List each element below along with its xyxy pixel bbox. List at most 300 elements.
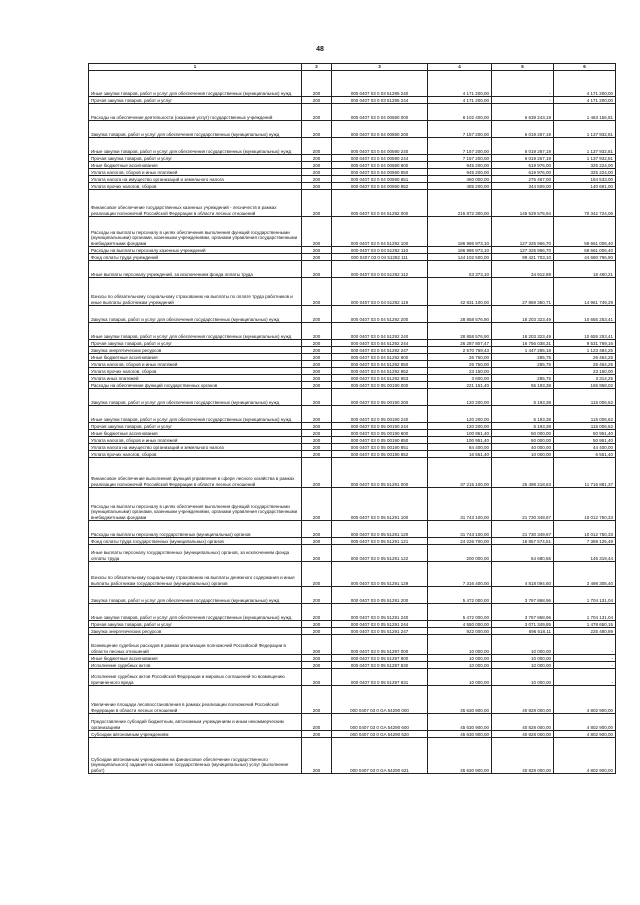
table-row xyxy=(89,121,616,138)
row-name-cell: Прочая закупка товаров, работ и услуг xyxy=(89,340,302,347)
row-name-cell: Иные выплаты персоналу государственных (муниципальных) органов, за исключением фонда оплаты труда xyxy=(89,545,302,562)
row-approved-amount-cell: 28 858 576,90 xyxy=(428,323,492,340)
row-line-code-cell: 200 xyxy=(302,323,332,340)
row-unexecuted-amount-cell: 50 951,40 xyxy=(554,430,616,437)
row-line-code-cell: 200 xyxy=(302,361,332,368)
table-row xyxy=(89,375,616,382)
row-executed-amount-cell: 40 000,00 xyxy=(492,444,554,451)
row-approved-amount-cell: 31 743 100,00 xyxy=(428,488,492,521)
row-line-code-cell: 200 xyxy=(302,340,332,347)
table-row xyxy=(89,545,616,562)
row-name-cell: Увеличение площади лесовосстановления в рамках реализации полномочий Российской Федерации в области лесных отношений xyxy=(89,686,302,714)
table-row xyxy=(89,538,616,545)
row-classification-code-cell: 000 0407 03 0 05 00190 852 xyxy=(332,451,428,458)
row-line-code-cell: 200 xyxy=(302,261,332,278)
row-classification-code-cell: 000 0407 03 0 05 00190 850 xyxy=(332,437,428,444)
row-classification-code-cell: 000 0407 03 0 04 51292 200 xyxy=(332,306,428,323)
row-name-cell: Уплата иных платежей xyxy=(89,375,302,382)
row-unexecuted-amount-cell: 115 006,62 xyxy=(554,423,616,430)
table-row xyxy=(89,247,616,254)
row-approved-amount-cell: 31 743 100,00 xyxy=(428,521,492,538)
row-name-cell: Иные закупки товаров, работ и услуг для обеспечения государственных (муниципальных) нужд xyxy=(89,138,302,155)
row-line-code-cell: 200 xyxy=(302,138,332,155)
row-approved-amount-cell: 37 215 100,00 xyxy=(428,458,492,488)
row-approved-amount-cell: 45 630 900,00 xyxy=(428,738,492,774)
row-classification-code-cell: 000 0407 03 0 05 51297 800 xyxy=(332,655,428,662)
row-name-cell: Расходы на обеспечение деятельности (оказание услуг) государственных учреждений xyxy=(89,104,302,121)
row-classification-code-cell: 000 0407 03 0 05 51291 000 xyxy=(332,458,428,488)
row-name-cell: Расходы на выплаты персоналу государственных (муниципальных) органов xyxy=(89,521,302,538)
row-approved-amount-cell: 26 750,00 xyxy=(428,361,492,368)
row-line-code-cell: 200 xyxy=(302,458,332,488)
row-executed-amount-cell: 18 203 323,49 xyxy=(492,306,554,323)
row-approved-amount-cell: 10 000,00 xyxy=(428,655,492,662)
row-name-cell: Иные закупки товаров, работ и услуг для обеспечения государственных (муниципальных) нужд xyxy=(89,406,302,423)
table-row xyxy=(89,731,616,738)
row-unexecuted-amount-cell: 225 480,89 xyxy=(554,628,616,635)
row-approved-amount-cell: 4 550 000,00 xyxy=(428,621,492,628)
row-approved-amount-cell: 922 000,00 xyxy=(428,628,492,635)
row-line-code-cell: 200 xyxy=(302,444,332,451)
row-approved-amount-cell: 53 373,10 xyxy=(428,261,492,278)
row-line-code-cell: 200 xyxy=(302,406,332,423)
row-classification-code-cell: 000 0407 03 0 04 51292 119 xyxy=(332,278,428,306)
row-executed-amount-cell: 99 421 703,10 xyxy=(492,254,554,261)
table-row xyxy=(89,323,616,340)
row-name-cell: Уплата налога на имущество организаций и земельного налога xyxy=(89,444,302,451)
row-name-cell: Закупка товаров, работ и услуг для обеспечения государственных (муниципальных) нужд xyxy=(89,587,302,604)
row-line-code-cell: 200 xyxy=(302,155,332,162)
row-name-cell: Взносы по обязательному социальному страхованию на выплаты по оплате труда работников и иные выплаты работникам учреждений xyxy=(89,278,302,306)
row-line-code-cell: 200 xyxy=(302,731,332,738)
row-executed-amount-cell: 6 019 267,19 xyxy=(492,138,554,155)
row-line-code-cell: 200 xyxy=(302,714,332,731)
row-classification-code-cell: 000 0407 03 0 04 51292 850 xyxy=(332,361,428,368)
table-row xyxy=(89,368,616,375)
row-classification-code-cell: 000 0407 03 0 04 51292 244 xyxy=(332,340,428,347)
row-classification-code-cell: 000 0407 03 0 04 51292 800 xyxy=(332,354,428,361)
row-approved-amount-cell: 945 200,00 xyxy=(428,162,492,169)
row-line-code-cell: 200 xyxy=(302,121,332,138)
row-name-cell: Закупка энергетических ресурсов xyxy=(89,628,302,635)
row-approved-amount-cell: 215 872 300,00 xyxy=(428,190,492,217)
row-name-cell: Расходы на выплаты персоналу в целях обеспечения выполнения функций государственными (муниципальными) органами, казенными учреждениями, органами управления государственными внебюджетными фондами xyxy=(89,217,302,247)
row-unexecuted-amount-cell: 44 680 796,90 xyxy=(554,254,616,261)
row-classification-code-cell: 000 0407 03 0 04 00590 850 xyxy=(332,169,428,176)
row-unexecuted-amount-cell: 10 012 750,33 xyxy=(554,521,616,538)
table-row xyxy=(89,261,616,278)
row-approved-amount-cell: 5 472 000,00 xyxy=(428,604,492,621)
row-executed-amount-cell: 1 447 285,18 xyxy=(492,347,554,354)
table-row xyxy=(89,451,616,458)
row-classification-code-cell: 000 0407 03 0 05 51291 122 xyxy=(332,545,428,562)
table-row xyxy=(89,217,616,247)
row-line-code-cell: 200 xyxy=(302,375,332,382)
row-approved-amount-cell: 10 000,00 xyxy=(428,669,492,686)
row-executed-amount-cell: 619 976,00 xyxy=(492,169,554,176)
row-executed-amount-cell: 21 730 349,67 xyxy=(492,488,554,521)
row-classification-code-cell: 000 0407 03 0 04 51292 000 xyxy=(332,190,428,217)
row-executed-amount-cell: 6 019 267,19 xyxy=(492,155,554,162)
column-header: 3 xyxy=(332,64,428,71)
row-approved-amount-cell: 120 200,00 xyxy=(428,406,492,423)
row-classification-code-cell: 000 0407 03 0 04 00590 200 xyxy=(332,121,428,138)
row-approved-amount-cell: 4 171 200,00 xyxy=(428,97,492,104)
row-line-code-cell: 200 xyxy=(302,278,332,306)
table-row xyxy=(89,254,616,261)
row-classification-code-cell: 000 0407 03 0 05 00190 851 xyxy=(332,444,428,451)
row-unexecuted-amount-cell: 1 123 484,25 xyxy=(554,347,616,354)
row-line-code-cell: 200 xyxy=(302,176,332,183)
row-line-code-cell: 200 xyxy=(302,635,332,655)
row-classification-code-cell: 000 0407 03 0 04 51292 853 xyxy=(332,375,428,382)
table-row xyxy=(89,169,616,176)
row-classification-code-cell: 000 0407 03 0 05 51291 244 xyxy=(332,621,428,628)
row-unexecuted-amount-cell: 44 400,00 xyxy=(554,444,616,451)
table-row xyxy=(89,521,616,538)
table-row xyxy=(89,587,616,604)
row-classification-code-cell: 000 0407 03 0 04 51292 852 xyxy=(332,368,428,375)
row-line-code-cell: 200 xyxy=(302,71,332,97)
row-classification-code-cell: 000 0407 03 0 05 00190 000 xyxy=(332,382,428,389)
row-classification-code-cell: 000 0407 03 0 03 51295 240 xyxy=(332,71,428,97)
row-line-code-cell: 200 xyxy=(302,437,332,444)
row-name-cell: Закупка товаров, работ и услуг для обеспечения государственных (муниципальных) нужд xyxy=(89,389,302,406)
row-unexecuted-amount-cell: 1 137 932,81 xyxy=(554,155,616,162)
row-classification-code-cell: 000 0407 03 0 05 00190 240 xyxy=(332,406,428,423)
row-classification-code-cell: 000 0407 03 0 05 51291 121 xyxy=(332,538,428,545)
row-executed-amount-cell: 3 767 868,96 xyxy=(492,604,554,621)
table-row xyxy=(89,437,616,444)
table-row xyxy=(89,604,616,621)
row-line-code-cell: 200 xyxy=(302,562,332,587)
row-classification-code-cell: 000 0407 03 0 04 00590 000 xyxy=(332,104,428,121)
row-line-code-cell: 200 xyxy=(302,604,332,621)
row-name-cell: Фонд оплаты труда учреждений xyxy=(89,254,302,261)
row-approved-amount-cell: 10 000,00 xyxy=(428,662,492,669)
row-unexecuted-amount-cell: 4 802 900,00 xyxy=(554,731,616,738)
row-approved-amount-cell: 23 150,00 xyxy=(428,368,492,375)
row-executed-amount-cell: 16 756 038,31 xyxy=(492,340,554,347)
row-executed-amount-cell: 55 193,38 xyxy=(492,382,554,389)
budget-execution-table xyxy=(88,63,616,774)
row-executed-amount-cell: 40 828 000,00 xyxy=(492,738,554,774)
table-row xyxy=(89,406,616,423)
row-executed-amount-cell: 21 730 349,67 xyxy=(492,521,554,538)
table-row xyxy=(89,104,616,121)
row-unexecuted-amount-cell: 59 661 006,40 xyxy=(554,217,616,247)
row-name-cell: Финансовое обеспечение государственных казенных учреждений - лесничеств в рамках реализации полномочий Российской Федерации в области лесных отношений xyxy=(89,190,302,217)
row-unexecuted-amount-cell: 26 464,25 xyxy=(554,354,616,361)
row-classification-code-cell: 000 0407 03 0 GA 54290 621 xyxy=(332,738,428,774)
row-executed-amount-cell: 50 000,00 xyxy=(492,437,554,444)
row-line-code-cell: 200 xyxy=(302,389,332,406)
row-executed-amount-cell: 145 529 575,94 xyxy=(492,190,554,217)
row-approved-amount-cell: 45 630 900,00 xyxy=(428,731,492,738)
row-approved-amount-cell: 26 750,00 xyxy=(428,354,492,361)
row-unexecuted-amount-cell: 4 802 900,00 xyxy=(554,714,616,731)
row-name-cell: Иные бюджетные ассигнования xyxy=(89,655,302,662)
row-classification-code-cell: 000 0407 03 0 05 51291 100 xyxy=(332,488,428,521)
table-row xyxy=(89,278,616,306)
row-name-cell: Закупка товаров, работ и услуг для обеспечения государственных (муниципальных) нужд xyxy=(89,306,302,323)
row-unexecuted-amount-cell: 145 319,44 xyxy=(554,545,616,562)
row-name-cell: Расходы на выплаты персоналу в целях обеспечения выполнения функций государственными (муниципальными) органами, казенными учреждениями, органами управления государственными внебюджетными фондами xyxy=(89,488,302,521)
row-classification-code-cell: 000 0407 03 0 05 00190 200 xyxy=(332,389,428,406)
row-unexecuted-amount-cell: 59 661 006,40 xyxy=(554,247,616,254)
column-header: 5 xyxy=(492,64,554,71)
row-approved-amount-cell: 186 986 973,10 xyxy=(428,247,492,254)
row-line-code-cell: 200 xyxy=(302,686,332,714)
row-unexecuted-amount-cell: 4 802 900,00 xyxy=(554,738,616,774)
row-line-code-cell: 200 xyxy=(302,247,332,254)
table-row xyxy=(89,621,616,628)
row-line-code-cell: 200 xyxy=(302,382,332,389)
row-line-code-cell: 200 xyxy=(302,628,332,635)
row-name-cell: Иные бюджетные ассигнования xyxy=(89,354,302,361)
row-name-cell: Субсидии автономным учреждениям на финансовое обеспечение государственного (муниципального) задания на оказание государственных (муниципальных) услуг (выполнение работ) xyxy=(89,738,302,774)
row-executed-amount-cell: 40 828 000,00 xyxy=(492,686,554,714)
row-approved-amount-cell: 2 570 769,43 xyxy=(428,347,492,354)
row-line-code-cell: 200 xyxy=(302,488,332,521)
row-line-code-cell: 200 xyxy=(302,738,332,774)
table-row xyxy=(89,162,616,169)
table-row xyxy=(89,669,616,686)
row-classification-code-cell: 000 0407 03 0 04 51292 112 xyxy=(332,261,428,278)
row-unexecuted-amount-cell: 7 369 125,49 xyxy=(554,538,616,545)
table-row xyxy=(89,389,616,406)
row-name-cell: Иные выплаты персоналу учреждений, за исключением фонда оплаты труда xyxy=(89,261,302,278)
row-line-code-cell: 200 xyxy=(302,662,332,669)
row-unexecuted-amount-cell: 184 533,00 xyxy=(554,176,616,183)
row-name-cell: Прочая закупка товаров, работ и услуг xyxy=(89,155,302,162)
row-executed-amount-cell: 4 818 094,60 xyxy=(492,562,554,587)
row-executed-amount-cell: 50 000,00 xyxy=(492,430,554,437)
row-line-code-cell: 200 xyxy=(302,621,332,628)
row-executed-amount-cell: 5 193,38 xyxy=(492,389,554,406)
table-row xyxy=(89,155,616,162)
row-executed-amount-cell: 5 193,38 xyxy=(492,423,554,430)
row-classification-code-cell: 000 0407 03 0 05 51291 247 xyxy=(332,628,428,635)
row-classification-code-cell: 000 0407 03 0 GA 54290 600 xyxy=(332,714,428,731)
row-line-code-cell: 200 xyxy=(302,347,332,354)
row-name-cell: Иные закупки товаров, работ и услуг для обеспечения государственных (муниципальных) нужд xyxy=(89,323,302,340)
row-executed-amount-cell: 5 193,38 xyxy=(492,406,554,423)
row-approved-amount-cell: 10 000,00 xyxy=(428,635,492,655)
row-approved-amount-cell: 7 157 200,00 xyxy=(428,155,492,162)
table-row xyxy=(89,628,616,635)
row-name-cell: Иные бюджетные ассигнования xyxy=(89,430,302,437)
row-approved-amount-cell: 4 171 200,00 xyxy=(428,71,492,97)
row-classification-code-cell: 000 0407 03 0 04 00590 851 xyxy=(332,176,428,183)
row-classification-code-cell: 000 0407 03 0 05 51291 129 xyxy=(332,562,428,587)
row-line-code-cell: 200 xyxy=(302,430,332,437)
row-classification-code-cell: 000 0407 03 0 GA 54290 620 xyxy=(332,731,428,738)
row-unexecuted-amount-cell: 1 137 932,81 xyxy=(554,138,616,155)
table-row xyxy=(89,635,616,655)
row-unexecuted-amount-cell: 325 224,00 xyxy=(554,162,616,169)
row-unexecuted-amount-cell: 4 171 200,00 xyxy=(554,97,616,104)
row-executed-amount-cell: 285,75 xyxy=(492,354,554,361)
row-unexecuted-amount-cell: - xyxy=(554,662,616,669)
row-name-cell: Финансовое обеспечение выполнения функций управления в сфере лесного хозяйства в рамках реализации полномочий Российской Федерации в области лесных отношений xyxy=(89,458,302,488)
row-name-cell: Уплата налогов, сборов и иных платежей xyxy=(89,169,302,176)
column-header: 1 xyxy=(89,64,302,71)
row-approved-amount-cell: 7 157 200,00 xyxy=(428,121,492,138)
row-name-cell: Иные закупки товаров, работ и услуг для обеспечения государственных (муниципальных) нужд xyxy=(89,604,302,621)
row-executed-amount-cell: 54 680,56 xyxy=(492,545,554,562)
row-unexecuted-amount-cell: 325 224,00 xyxy=(554,169,616,176)
table-header-row xyxy=(89,64,616,71)
table-row xyxy=(89,458,616,488)
row-unexecuted-amount-cell: 3 314,25 xyxy=(554,375,616,382)
row-classification-code-cell: 000 0407 03 0 04 00590 800 xyxy=(332,162,428,169)
row-name-cell: Субсидии автономным учреждениям xyxy=(89,731,302,738)
row-executed-amount-cell: 25 498 218,63 xyxy=(492,458,554,488)
row-line-code-cell: 200 xyxy=(302,368,332,375)
row-name-cell: Прочая закупка товаров, работ и услуг xyxy=(89,97,302,104)
row-classification-code-cell: 000 0407 03 0 05 51297 830 xyxy=(332,662,428,669)
table-row xyxy=(89,444,616,451)
table-row xyxy=(89,347,616,354)
row-name-cell: Закупка энергетических ресурсов xyxy=(89,347,302,354)
row-line-code-cell: 200 xyxy=(302,655,332,662)
row-line-code-cell: 200 xyxy=(302,587,332,604)
row-line-code-cell: 200 xyxy=(302,354,332,361)
row-approved-amount-cell: 26 287 807,47 xyxy=(428,340,492,347)
row-unexecuted-amount-cell: 11 716 881,37 xyxy=(554,458,616,488)
table-row xyxy=(89,71,616,97)
row-approved-amount-cell: 24 226 700,00 xyxy=(428,538,492,545)
row-classification-code-cell: 000 0407 03 0 04 51292 100 xyxy=(332,217,428,247)
row-unexecuted-amount-cell: 18 460,21 xyxy=(554,261,616,278)
row-line-code-cell: 200 xyxy=(302,169,332,176)
row-unexecuted-amount-cell: 50 951,40 xyxy=(554,437,616,444)
row-unexecuted-amount-cell: 9 531 769,16 xyxy=(554,340,616,347)
row-name-cell: Исполнение судебных актов Российской Федерации и мировых соглашений по возмещению причиненного вреда xyxy=(89,669,302,686)
row-classification-code-cell: 000 0407 03 0 04 51292 247 xyxy=(332,347,428,354)
row-name-cell: Фонд оплаты труда государственных (муниципальных) органов xyxy=(89,538,302,545)
row-name-cell: Взносы по обязательному социальному страхованию на выплаты денежного содержания и иные выплаты работникам государственных (муниципальных) органов xyxy=(89,562,302,587)
row-classification-code-cell: 000 0407 03 0 04 00590 240 xyxy=(332,138,428,155)
row-approved-amount-cell: 485 200,00 xyxy=(428,183,492,190)
row-executed-amount-cell: 6 639 243,19 xyxy=(492,104,554,121)
row-classification-code-cell: 000 0407 03 0 04 51292 240 xyxy=(332,323,428,340)
row-unexecuted-amount-cell: 1 478 650,15 xyxy=(554,621,616,628)
row-executed-amount-cell: - xyxy=(492,368,554,375)
table-row xyxy=(89,306,616,323)
row-unexecuted-amount-cell: 14 961 749,29 xyxy=(554,278,616,306)
table-body xyxy=(89,71,616,774)
row-classification-code-cell: 000 0407 03 0 05 51297 831 xyxy=(332,669,428,686)
row-name-cell: Закупка товаров, работ и услуг для обеспечения государственных (муниципальных) нужд xyxy=(89,121,302,138)
row-classification-code-cell: 000 0407 03 0 04 51292 111 xyxy=(332,254,428,261)
row-approved-amount-cell: 120 200,00 xyxy=(428,423,492,430)
table-row xyxy=(89,340,616,347)
row-unexecuted-amount-cell: 2 498 305,40 xyxy=(554,562,616,587)
row-name-cell: Прочая закупка товаров, работ и услуг xyxy=(89,621,302,628)
row-classification-code-cell: 000 0407 03 0 05 51291 120 xyxy=(332,521,428,538)
row-approved-amount-cell: 8 102 400,00 xyxy=(428,104,492,121)
row-approved-amount-cell: 45 630 900,00 xyxy=(428,686,492,714)
row-name-cell: Уплата прочих налогов, сборов xyxy=(89,183,302,190)
row-unexecuted-amount-cell: 4 171 200,00 xyxy=(554,71,616,97)
row-line-code-cell: 200 xyxy=(302,217,332,247)
row-unexecuted-amount-cell: 26 464,25 xyxy=(554,361,616,368)
row-line-code-cell: 200 xyxy=(302,451,332,458)
row-unexecuted-amount-cell: 165 958,02 xyxy=(554,382,616,389)
row-name-cell: Расходы на обеспечение функций государственных органов xyxy=(89,382,302,389)
column-header: 6 xyxy=(554,64,616,71)
table-row xyxy=(89,714,616,731)
page-number: 48 xyxy=(316,46,324,53)
table-row xyxy=(89,488,616,521)
row-line-code-cell: 200 xyxy=(302,521,332,538)
row-line-code-cell: 200 xyxy=(302,162,332,169)
row-executed-amount-cell: 40 828 000,00 xyxy=(492,714,554,731)
table-row xyxy=(89,138,616,155)
table-row xyxy=(89,562,616,587)
row-classification-code-cell: 000 0407 03 0 05 00190 800 xyxy=(332,430,428,437)
row-unexecuted-amount-cell: 115 006,62 xyxy=(554,389,616,406)
table-row xyxy=(89,738,616,774)
row-name-cell: Исполнение судебных актов xyxy=(89,662,302,669)
row-executed-amount-cell: 696 518,11 xyxy=(492,628,554,635)
row-classification-code-cell: 000 0407 03 0 03 51295 244 xyxy=(332,97,428,104)
row-executed-amount-cell: 10 000,00 xyxy=(492,635,554,655)
table-row xyxy=(89,423,616,430)
table-row xyxy=(89,655,616,662)
row-name-cell: Уплата налогов, сборов и иных платежей xyxy=(89,361,302,368)
row-unexecuted-amount-cell: 6 551,40 xyxy=(554,451,616,458)
row-approved-amount-cell: 3 600,00 xyxy=(428,375,492,382)
row-approved-amount-cell: 7 157 200,00 xyxy=(428,138,492,155)
row-executed-amount-cell: 18 203 323,49 xyxy=(492,323,554,340)
row-unexecuted-amount-cell: 115 006,62 xyxy=(554,406,616,423)
row-executed-amount-cell: 34 912,89 xyxy=(492,261,554,278)
row-unexecuted-amount-cell: 10 655 253,41 xyxy=(554,306,616,323)
row-executed-amount-cell: 344 509,00 xyxy=(492,183,554,190)
row-classification-code-cell: 000 0407 03 0 GA 54290 000 xyxy=(332,686,428,714)
row-name-cell: Расходы на выплаты персоналу казенных учреждений xyxy=(89,247,302,254)
row-approved-amount-cell: 28 858 576,90 xyxy=(428,306,492,323)
table-row xyxy=(89,686,616,714)
row-unexecuted-amount-cell: 70 342 724,06 xyxy=(554,190,616,217)
row-line-code-cell: 200 xyxy=(302,97,332,104)
row-line-code-cell: 200 xyxy=(302,190,332,217)
table-row xyxy=(89,354,616,361)
row-unexecuted-amount-cell: - xyxy=(554,655,616,662)
table-row xyxy=(89,190,616,217)
row-executed-amount-cell: 6 019 267,19 xyxy=(492,121,554,138)
row-executed-amount-cell: 285,75 xyxy=(492,361,554,368)
row-line-code-cell: 200 xyxy=(302,669,332,686)
row-unexecuted-amount-cell: 10 655 253,41 xyxy=(554,323,616,340)
row-classification-code-cell: 000 0407 03 0 04 00590 852 xyxy=(332,183,428,190)
row-name-cell: Предоставление субсидий бюджетным, автономным учреждениям и иным некоммерческим организациям xyxy=(89,714,302,731)
table-row xyxy=(89,430,616,437)
row-unexecuted-amount-cell: 140 691,00 xyxy=(554,183,616,190)
row-approved-amount-cell: 186 986 973,10 xyxy=(428,217,492,247)
row-approved-amount-cell: 460 000,00 xyxy=(428,176,492,183)
row-unexecuted-amount-cell: 23 150,00 xyxy=(554,368,616,375)
row-executed-amount-cell: 3 767 868,96 xyxy=(492,587,554,604)
table-row xyxy=(89,361,616,368)
row-unexecuted-amount-cell: 1 704 131,04 xyxy=(554,587,616,604)
table-row xyxy=(89,183,616,190)
row-executed-amount-cell: 3 071 349,85 xyxy=(492,621,554,628)
row-approved-amount-cell: 100 951,40 xyxy=(428,430,492,437)
